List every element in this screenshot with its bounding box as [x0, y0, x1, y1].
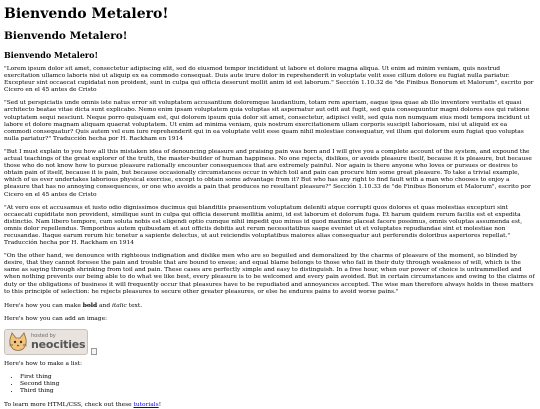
example-list	[4, 374, 536, 396]
format-note	[4, 302, 536, 310]
list-item: • Second thing	[20, 381, 536, 388]
badge-text	[31, 334, 85, 350]
list-item: • First thing	[20, 374, 536, 381]
neocities-cat-icon	[7, 331, 29, 353]
minor-heading: Bienvendo Metalero!	[4, 50, 98, 60]
italic-text: italic	[111, 302, 127, 309]
list-item: • Third thing	[20, 388, 536, 395]
sub-heading: Bienvendo Metalero!	[4, 30, 128, 42]
image-row	[4, 329, 536, 355]
lorem-paragraph-4: "At vero eos et accusamus et iusto odio dignissimos ducimus qui blanditiis praesentium voluptatum deleniti atque corrupti quos dolores et quas molestias excepturi sint occaecati cupiditate non provident, similique sunt in culpa qui officia deserunt mollitia animi, id est laborum et dolorum fuga. Et harum quidem rerum facilis est et expedita distinctio. Nam libero tempore, cum soluta nobis est eligendi optio cumque nihil impedit quo minus id quod maxime placeat facere possimus, omnis voluptas assumenda est, omnis dolor repellendus. Temporibus autem quibusdam et aut officiis debitis aut rerum necessitatibus saepe eveniet ut et voluptates repudiandae sint et molestiae non recusandae. Itaque earum rerum hic tenetur a sapiente delectus, ut aut reiciendis voluptatibus maiores alias consequatur aut perferendis doloribus asperiores repellat." Traducción hecha por H. Rackham en 1914	[4, 204, 523, 247]
list-note: Here's how to make a list:	[4, 360, 83, 367]
broken-image-icon	[91, 348, 97, 355]
image-note: Here's how you can add an image:	[4, 315, 108, 322]
tutorials-link[interactable]: tutorials	[133, 401, 159, 408]
neocities-badge[interactable]	[4, 329, 88, 355]
format-note-suffix: text.	[126, 302, 143, 309]
main-heading: Bienvendo Metalero!	[4, 6, 169, 22]
lorem-paragraph-5: "On the other hand, we denounce with righteous indignation and dislike men who are so beguiled and demoralized by the charms of pleasure of the moment, so blinded by desire, that they cannot foresee the pain and trouble that are bound to ensue; and equal blame belongs to those who fail in their duty through weakness of will, which is the same as saying through shrinking from toil and pain. These cases are perfectly simple and easy to distinguish. In a free hour, when our power of choice is untrammelled and when nothing prevents our being able to do what we like best, every pleasure is to be welcomed and every pain avoided. But in certain circumstances and owing to the claims of duty or the obligations of business it will frequently occur that pleasures have to be repudiated and annoyances accepted. The wise man therefore always holds in these matters to this principle of selection: he rejects pleasures to secure other greater pleasures, or else he endures pains to avoid worse pains."	[4, 253, 535, 295]
link-note-suffix: !	[158, 401, 162, 408]
badge-big-text: neocities	[31, 337, 86, 351]
lorem-paragraph-2: "Sed ut perspiciatis unde omnis iste natus error sit voluptatem accusantium doloremque laudantium, totam rem aperiam, eaque ipsa quae ab illo inventore veritatis et quasi architecto beatae vitae dicta sunt explicabo. Nemo enim ipsam voluptatem quia voluptas sit aspernatur aut odit aut fugit, sed quia consequuntur magni dolores eos qui ratione voluptatem sequi nesciunt. Neque porro quisquam est, qui dolorem ipsum quia dolor sit amet, consectetur, adipisci velit, sed quia non numquam eius modi tempora incidunt ut labore et dolore magnam aliquam quaerat voluptatem. Ut enim ad minima veniam, quis nostrum exercitationem ullam corporis suscipit laboriosam, nisi ut aliquid ex ea commodi consequatur? Quis autem vel eum iure reprehenderit qui in ea voluptate velit esse quam nihil molestiae consequatur, vel illum qui dolorem eum fugiat quo voluptas nulla pariatur?" Traducción hecha por H. Rackham en 1914	[4, 100, 530, 142]
bold-text: bold	[82, 301, 98, 309]
lorem-paragraph-3: "But I must explain to you how all this mistaken idea of denouncing pleasure and praising pain was born and I will give you a complete account of the system, and expound the actual teachings of the great explorer of the truth, the master-builder of human happiness. No one rejects, dislikes, or avoids pleasure itself, because it is pleasure, but because those who do not know how to pursue pleasure rationally encounter consequences that are extremely painful. Nor again is there anyone who loves or pursues or desires to obtain pain of itself, because it is pain, but because occasionally circumstances occur in which toil and pain can procure him some great pleasure. To take a trivial example, which of us ever undertakes laborious physical exercise, except to obtain some advantage from it? But who has any right to find fault with a man who chooses to enjoy a pleasure that has no annoying consequences, or one who avoids a pain that produces no resultant pleasure?" Sección 1.10.33 de "de Finibus Bonorum et Malorum", escrito por Cicero en el 45 antes de Cristo	[4, 148, 532, 198]
lorem-paragraph-1: "Lorem ipsum dolor sit amet, consectetur adipiscing elit, sed do eiusmod tempor incididunt ut labore et dolore magna aliqua. Ut enim ad minim veniam, quis nostrud exercitation ullamco laboris nisi ut aliquip ex ea commodo consequat. Duis aute irure dolor in reprehenderit in voluptate velit esse cillum dolore eu fugiat nulla pariatur. Excepteur sint occaecat cupidatat non proident, sunt in culpa qui officia deserunt mollit anim id est laborum." Sección 1.10.32 de "de Finibus Bonorum et Malorum", escrito por Cicero en el 45 antes de Cristo	[4, 66, 534, 94]
badge-small-text: hosted by	[31, 332, 56, 339]
link-note-prefix: To learn more HTML/CSS, check out these	[4, 401, 134, 408]
link-note	[4, 402, 536, 409]
format-note-middle: and	[97, 302, 112, 309]
format-note-prefix: Here's how you can make	[4, 302, 83, 309]
